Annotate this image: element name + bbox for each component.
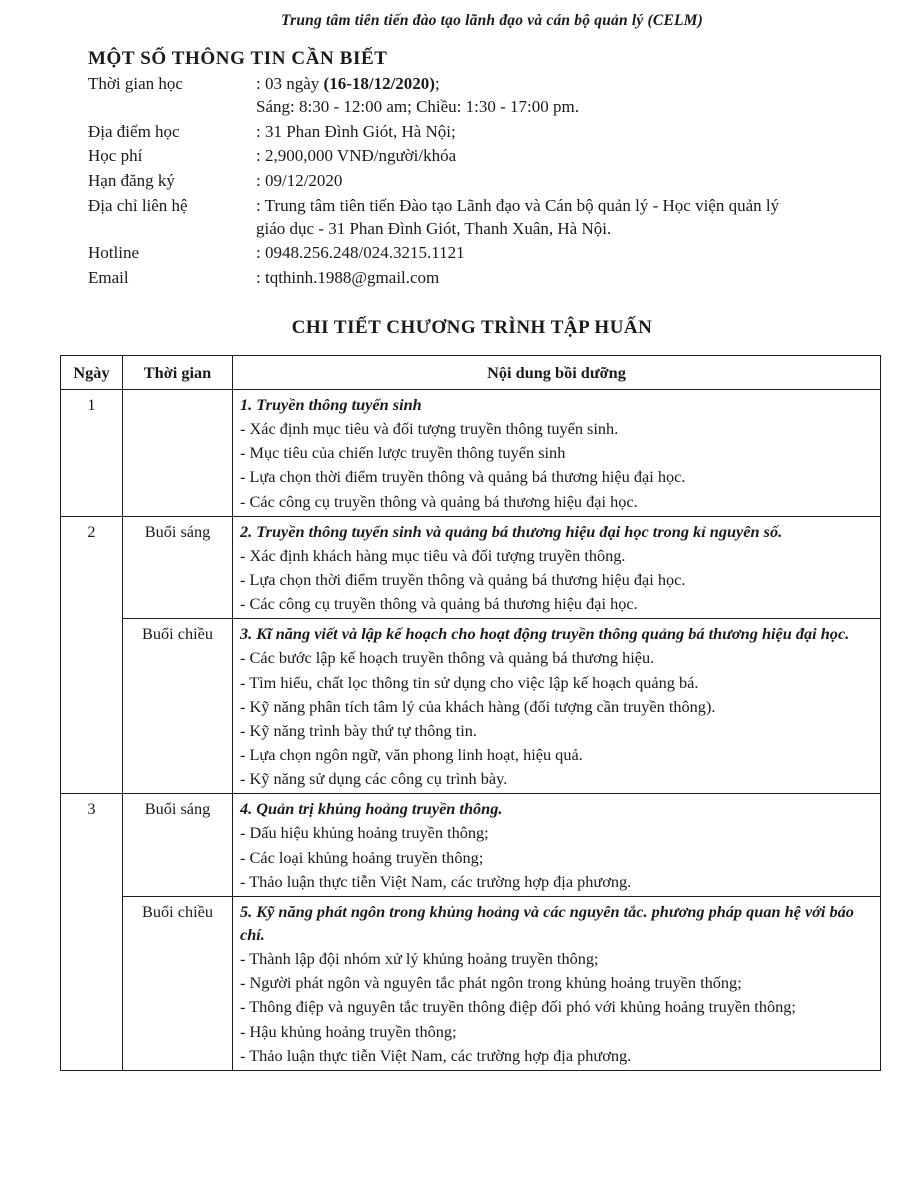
content-item: - Người phát ngôn và nguyên tắc phát ngôn trong khủng hoảng truyền thống; bbox=[240, 973, 742, 993]
info-value: : 31 Phan Đình Giót, Hà Nội; bbox=[256, 121, 456, 141]
info-value bbox=[256, 72, 779, 120]
column-header-time: Thời gian bbox=[123, 355, 233, 389]
content-item: - Thành lập đội nhóm xử lý khủng hoảng truyền thông; bbox=[240, 949, 599, 969]
info-value: : tqthinh.1988@gmail.com bbox=[256, 268, 440, 288]
content-topic: 2. Truyền thông tuyển sinh và quảng bá thương hiệu đại học trong kỉ nguyên số. bbox=[240, 521, 783, 541]
content-topic: 1. Truyền thông tuyển sinh bbox=[240, 395, 422, 415]
cell-time: Buổi sáng bbox=[123, 794, 233, 897]
cell-time bbox=[123, 390, 233, 517]
info-row bbox=[88, 72, 779, 120]
cell-content bbox=[233, 619, 881, 794]
content-item: - Dấu hiệu khủng hoảng truyền thông; bbox=[240, 823, 489, 843]
content-item: - Thảo luận thực tiễn Việt Nam, các trường hợp địa phương. bbox=[240, 1045, 632, 1065]
info-value-sub: giáo dục - 31 Phan Đình Giót, Thanh Xuân, Hà Nội. bbox=[256, 218, 612, 238]
cell-time: Buổi chiều bbox=[123, 619, 233, 794]
content-item: - Xác định khách hàng mục tiêu và đối tượng truyền thông. bbox=[240, 545, 626, 565]
info-label: Địa điểm học bbox=[88, 121, 180, 141]
content-item: - Thảo luận thực tiễn Việt Nam, các trường hợp địa phương. bbox=[240, 871, 632, 891]
content-item: - Lựa chọn ngôn ngữ, văn phong linh hoạt, hiệu quả. bbox=[240, 745, 583, 764]
content-item: - Xác định mục tiêu và đối tượng truyền thông tuyển sinh. bbox=[240, 419, 619, 439]
table-row bbox=[61, 619, 881, 794]
table-header-row bbox=[61, 355, 881, 389]
info-value: : 0948.256.248/024.3215.1121 bbox=[256, 243, 465, 263]
cell-time: Buổi chiều bbox=[123, 896, 233, 1070]
info-table bbox=[88, 72, 779, 291]
cell-content bbox=[233, 516, 881, 619]
content-item: - Các loại khủng hoảng truyền thông; bbox=[240, 847, 484, 867]
document-header-org: Trung tâm tiên tiến đào tạo lãnh đạo và cán bộ quản lý (CELM) bbox=[281, 12, 703, 29]
info-section-title: MỘT SỐ THÔNG TIN CẦN BIẾT bbox=[88, 48, 388, 69]
content-item: - Kỹ năng phân tích tâm lý của khách hàng (đối tượng cần truyền thông). bbox=[240, 696, 716, 716]
table-row bbox=[61, 794, 881, 897]
content-item: - Kỹ năng sử dụng các công cụ trình bày. bbox=[240, 769, 508, 789]
program-title: CHI TIẾT CHƯƠNG TRÌNH TẬP HUẤN bbox=[291, 316, 653, 338]
content-item: - Hậu khủng hoảng truyền thông; bbox=[240, 1021, 457, 1041]
info-value: : 09/12/2020 bbox=[256, 171, 343, 191]
info-value-main: : Trung tâm tiên tiến Đào tạo Lãnh đạo và Cán bộ quản lý - Học viện quản lý bbox=[256, 195, 780, 215]
cell-day: 2 bbox=[61, 516, 123, 794]
info-value-bold: (16-18/12/2020) bbox=[323, 74, 435, 93]
content-topic: 4. Quản trị khủng hoảng truyền thông. bbox=[240, 799, 503, 819]
cell-day: 1 bbox=[61, 390, 123, 517]
info-label: Hotline bbox=[88, 243, 139, 263]
cell-content bbox=[233, 794, 881, 897]
table-row bbox=[61, 390, 881, 517]
column-header-content: Nội dung bồi dưỡng bbox=[233, 355, 881, 389]
cell-content bbox=[233, 896, 881, 1070]
content-item: - Các bước lập kế hoạch truyền thông và quảng bá thương hiệu. bbox=[240, 648, 655, 668]
content-topic: 5. Kỹ năng phát ngôn trong khủng hoảng và các nguyên tắc. phương pháp quan hệ với báo chí. bbox=[240, 901, 854, 944]
info-label: Hạn đăng ký bbox=[88, 171, 175, 191]
content-topic: 3. Kĩ năng viết và lập kế hoạch cho hoạt động truyền thông quảng bá thương hiệu đại học. bbox=[240, 624, 850, 644]
info-value bbox=[256, 194, 779, 242]
table-row bbox=[61, 896, 881, 1070]
content-item: - Lựa chọn thời điểm truyền thông và quảng bá thương hiệu đại học. bbox=[240, 467, 686, 487]
cell-day: 3 bbox=[61, 794, 123, 1071]
content-item: - Thông điệp và nguyên tắc truyền thông điệp đối phó với khủng hoảng truyền thông; bbox=[240, 997, 796, 1017]
cell-content bbox=[233, 390, 881, 517]
info-value-tail: ; bbox=[434, 74, 440, 93]
info-value: : 2,900,000 VNĐ/người/khóa bbox=[256, 146, 457, 166]
column-header-day: Ngày bbox=[61, 355, 123, 389]
program-schedule-table bbox=[60, 355, 881, 1071]
info-label: Địa chỉ liên hệ bbox=[88, 195, 188, 215]
info-row bbox=[88, 266, 779, 291]
info-row bbox=[88, 241, 779, 266]
info-label: Email bbox=[88, 268, 129, 288]
content-item: - Lựa chọn thời điểm truyền thông và quảng bá thương hiệu đại học. bbox=[240, 570, 686, 590]
info-value-plain: : 03 ngày bbox=[256, 74, 324, 93]
content-item: - Các công cụ truyền thông và quảng bá thương hiệu đại học. bbox=[240, 491, 638, 511]
info-row bbox=[88, 144, 779, 169]
cell-time: Buổi sáng bbox=[123, 516, 233, 619]
content-item: - Kỹ năng trình bày thứ tự thông tin. bbox=[240, 720, 477, 740]
info-label: Thời gian học bbox=[88, 74, 183, 93]
info-label: Học phí bbox=[88, 146, 143, 166]
content-item: - Tìm hiểu, chất lọc thông tin sử dụng cho việc lập kế hoạch quảng bá. bbox=[240, 672, 699, 692]
info-value-sub: Sáng: 8:30 - 12:00 am; Chiều: 1:30 - 17:00 pm. bbox=[256, 96, 579, 116]
content-item: - Các công cụ truyền thông và quảng bá thương hiệu đại học. bbox=[240, 594, 638, 614]
content-item: - Mục tiêu của chiến lược truyền thông tuyển sinh bbox=[240, 443, 566, 463]
info-row bbox=[88, 120, 779, 145]
info-row bbox=[88, 194, 779, 242]
table-row bbox=[61, 516, 881, 619]
info-row bbox=[88, 169, 779, 194]
